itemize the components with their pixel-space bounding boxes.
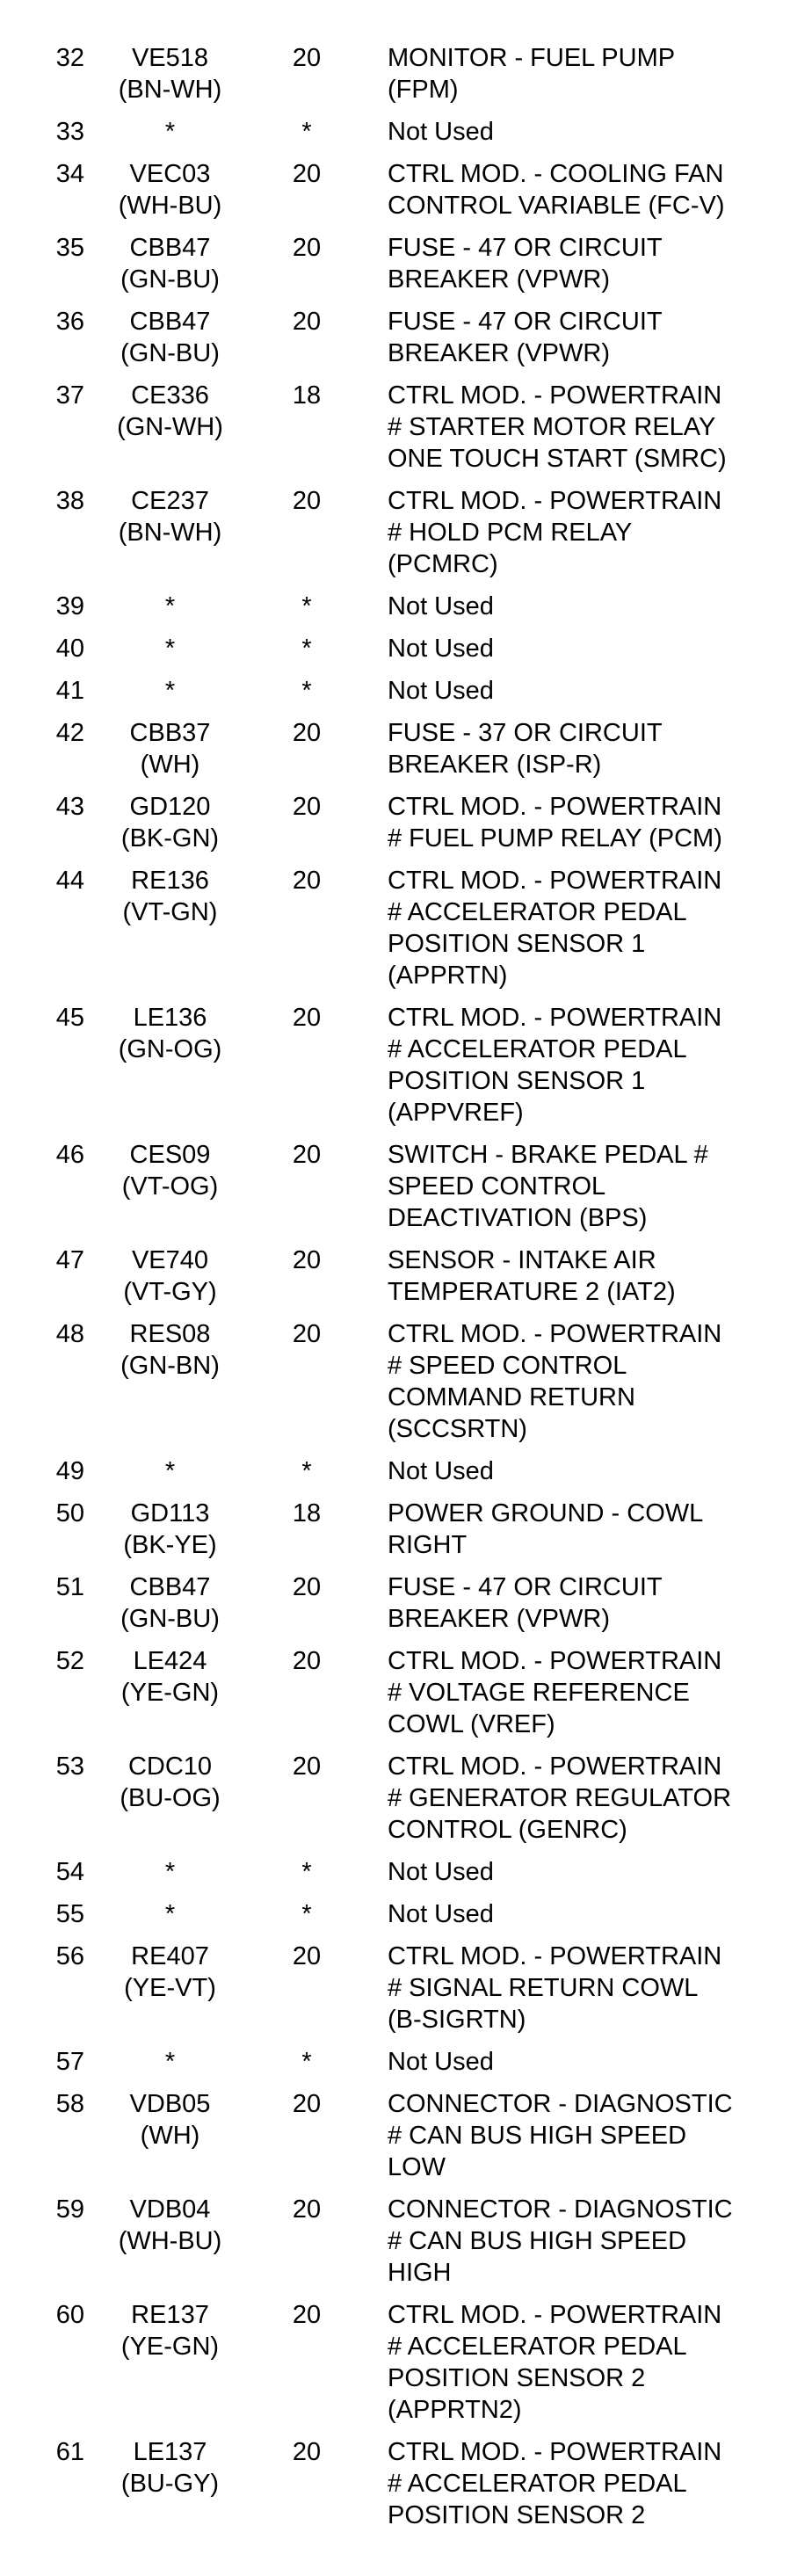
wire-gauge: 20 <box>292 1942 322 1970</box>
circuit-cell <box>84 591 256 633</box>
circuit-code: RE407 <box>131 1942 209 1970</box>
function-line: CTRL MOD. - POWERTRAIN <box>388 2301 722 2329</box>
circuit-code: * <box>164 2048 176 2076</box>
circuit-function <box>358 306 812 380</box>
wire-color: (YE-GN) <box>120 2333 220 2361</box>
circuit-code: CBB47 <box>129 308 211 336</box>
pin-row <box>16 2299 812 2436</box>
pin-number: 42 <box>55 719 84 747</box>
circuit-function <box>358 158 812 232</box>
wire-gauge: 20 <box>292 867 322 895</box>
pin-row <box>16 675 812 717</box>
pin-number: 35 <box>55 234 84 262</box>
pin-number: 56 <box>55 1942 84 1970</box>
circuit-function <box>358 1139 812 1244</box>
wire-color: (YE-GN) <box>120 1679 220 1707</box>
circuit-code: CBB47 <box>129 1573 211 1601</box>
wire-gauge: 20 <box>292 234 322 262</box>
pin-number: 48 <box>55 1320 84 1348</box>
wire-gauge: 20 <box>292 1320 322 1348</box>
pin-number: 38 <box>55 487 84 515</box>
pin-number: 52 <box>55 1647 84 1675</box>
circuit-cell <box>84 2088 256 2194</box>
function-line: SENSOR - INTAKE AIR <box>388 1246 656 1274</box>
circuit-code: LE424 <box>133 1647 207 1675</box>
circuit-cell <box>84 865 256 1002</box>
pin-row <box>16 1498 812 1571</box>
function-line: Not Used <box>388 118 494 146</box>
pin-row <box>16 158 812 232</box>
wire-gauge: * <box>301 635 312 663</box>
pin-row <box>16 1139 812 1244</box>
function-line: # SPEED CONTROL <box>388 1352 627 1380</box>
wire-gauge: 20 <box>292 1573 322 1601</box>
function-line: SPEED CONTROL <box>388 1172 606 1201</box>
circuit-function <box>358 2299 812 2436</box>
connector-pinout-table <box>16 42 812 2542</box>
pin-row <box>16 591 812 633</box>
pin-number: 41 <box>55 677 84 705</box>
function-line: FUSE - 47 OR CIRCUIT <box>388 234 663 262</box>
circuit-cell <box>84 1002 256 1139</box>
function-line: # ACCELERATOR PEDAL <box>388 2470 687 2498</box>
wire-color: (WH) <box>140 2122 200 2150</box>
wire-gauge: 20 <box>292 308 322 336</box>
circuit-code: RE137 <box>131 2301 209 2329</box>
pin-row <box>16 1856 812 1898</box>
circuit-code: VE518 <box>131 44 209 72</box>
pin-row <box>16 380 812 485</box>
wire-gauge: 20 <box>292 793 322 821</box>
circuit-code: RES08 <box>129 1320 211 1348</box>
circuit-function <box>358 1941 812 2046</box>
pin-row <box>16 485 812 591</box>
circuit-function <box>358 1571 812 1645</box>
pin-row <box>16 232 812 306</box>
pin-number: 40 <box>55 635 84 663</box>
circuit-function <box>358 1751 812 1856</box>
circuit-code: GD113 <box>130 1499 210 1527</box>
wire-color: (VT-GY) <box>123 1278 217 1306</box>
wire-gauge: * <box>301 1457 312 1485</box>
wire-color: (GN-BU) <box>120 265 220 294</box>
circuit-cell <box>84 380 256 485</box>
pin-row <box>16 306 812 380</box>
circuit-cell <box>84 1856 256 1898</box>
circuit-code: CES09 <box>129 1141 211 1169</box>
wire-gauge: 20 <box>292 719 322 747</box>
pin-number: 37 <box>55 381 84 410</box>
circuit-function <box>358 232 812 306</box>
wire-gauge: 20 <box>292 44 322 72</box>
function-line: COWL (VREF) <box>388 1710 555 1738</box>
pin-row <box>16 633 812 675</box>
circuit-cell <box>84 1645 256 1751</box>
pin-row <box>16 116 812 158</box>
function-line: # ACCELERATOR PEDAL <box>388 2333 687 2361</box>
wire-color: (GN-BN) <box>120 1352 220 1380</box>
circuit-code: * <box>164 592 176 620</box>
pin-row <box>16 1318 812 1455</box>
function-line: CONTROL (GENRC) <box>388 1816 627 1844</box>
circuit-code: * <box>164 1900 176 1928</box>
pin-row <box>16 1941 812 2046</box>
pin-row <box>16 1898 812 1941</box>
wire-color: (GN-OG) <box>118 1035 222 1063</box>
function-line: FUSE - 47 OR CIRCUIT <box>388 1573 663 1601</box>
circuit-code: CE336 <box>131 381 209 410</box>
function-line: # ACCELERATOR PEDAL <box>388 898 687 926</box>
pin-number: 46 <box>55 1141 84 1169</box>
pin-number: 60 <box>55 2301 84 2329</box>
pin-number: 53 <box>55 1752 84 1781</box>
wire-color: (VT-GN) <box>122 898 218 926</box>
wire-color: (GN-WH) <box>117 413 223 441</box>
pin-number: 57 <box>55 2048 84 2076</box>
circuit-cell <box>84 2299 256 2436</box>
pin-row <box>16 1455 812 1498</box>
circuit-function <box>358 1002 812 1139</box>
function-line: CTRL MOD. - POWERTRAIN <box>388 867 722 895</box>
function-line: MONITOR - FUEL PUMP <box>388 44 676 72</box>
function-line: BREAKER (ISP-R) <box>388 751 602 779</box>
pin-row <box>16 2194 812 2299</box>
function-line: # HOLD PCM RELAY <box>388 519 633 547</box>
pin-row <box>16 791 812 865</box>
wire-color: (WH) <box>140 751 200 779</box>
wire-gauge: 18 <box>292 381 322 410</box>
pin-row <box>16 2436 812 2542</box>
function-line: SWITCH - BRAKE PEDAL # <box>388 1141 708 1169</box>
circuit-cell <box>84 2046 256 2088</box>
circuit-function <box>358 1455 812 1498</box>
circuit-function <box>358 1498 812 1571</box>
pin-number: 36 <box>55 308 84 336</box>
circuit-function <box>358 791 812 865</box>
function-line: (APPRTN) <box>388 961 508 990</box>
wire-gauge: * <box>301 1900 312 1928</box>
function-line: Not Used <box>388 635 494 663</box>
function-line: # STARTER MOTOR RELAY <box>388 413 716 441</box>
circuit-cell <box>84 158 256 232</box>
pin-number: 34 <box>55 160 84 188</box>
circuit-code: RE136 <box>131 867 209 895</box>
pin-row <box>16 1571 812 1645</box>
circuit-cell <box>84 232 256 306</box>
circuit-code: LE136 <box>133 1004 207 1032</box>
wire-color: (BK-YE) <box>123 1531 217 1559</box>
function-line: CONNECTOR - DIAGNOSTIC <box>388 2195 733 2224</box>
wire-gauge: * <box>301 2048 312 2076</box>
circuit-cell <box>84 791 256 865</box>
function-line: CTRL MOD. - POWERTRAIN <box>388 1004 722 1032</box>
circuit-function <box>358 591 812 633</box>
function-line: CTRL MOD. - POWERTRAIN <box>388 381 722 410</box>
wire-gauge: 20 <box>292 1004 322 1032</box>
pin-row <box>16 717 812 791</box>
circuit-code: LE137 <box>133 2438 207 2466</box>
function-line: # CAN BUS HIGH SPEED <box>388 2227 687 2255</box>
function-line: TEMPERATURE 2 (IAT2) <box>388 1278 676 1306</box>
wire-gauge: 20 <box>292 1246 322 1274</box>
pin-row <box>16 42 812 116</box>
function-line: POSITION SENSOR 1 <box>388 1067 646 1095</box>
pin-row <box>16 1002 812 1139</box>
circuit-code: CBB47 <box>129 234 211 262</box>
circuit-cell <box>84 1498 256 1571</box>
function-line: FUSE - 37 OR CIRCUIT <box>388 719 663 747</box>
circuit-code: CBB37 <box>129 719 211 747</box>
circuit-code: VEC03 <box>129 160 211 188</box>
circuit-function <box>358 1898 812 1941</box>
function-line: BREAKER (VPWR) <box>388 339 610 367</box>
pin-number: 43 <box>55 793 84 821</box>
circuit-code: * <box>164 1858 176 1886</box>
function-line: Not Used <box>388 1457 494 1485</box>
circuit-function <box>358 675 812 717</box>
function-line: CTRL MOD. - POWERTRAIN <box>388 1320 722 1348</box>
circuit-function <box>358 1318 812 1455</box>
circuit-cell <box>84 717 256 791</box>
function-line: DEACTIVATION (BPS) <box>388 1204 648 1232</box>
function-line: ONE TOUCH START (SMRC) <box>388 445 727 473</box>
wire-color: (BU-GY) <box>120 2470 220 2498</box>
wire-color: (WH-BU) <box>118 192 222 220</box>
wire-gauge: 20 <box>292 1141 322 1169</box>
function-line: (APPVREF) <box>388 1099 524 1127</box>
circuit-code: * <box>164 677 176 705</box>
wire-gauge: * <box>301 118 312 146</box>
function-line: Not Used <box>388 677 494 705</box>
circuit-code: * <box>164 1457 176 1485</box>
circuit-function <box>358 1244 812 1318</box>
circuit-function <box>358 865 812 1002</box>
wire-gauge: * <box>301 677 312 705</box>
function-line: CTRL MOD. - COOLING FAN <box>388 160 724 188</box>
circuit-cell <box>84 1898 256 1941</box>
pin-row <box>16 1244 812 1318</box>
wire-color: (WH-BU) <box>118 2227 222 2255</box>
wire-gauge: 20 <box>292 2195 322 2224</box>
function-line: CONNECTOR - DIAGNOSTIC <box>388 2090 733 2118</box>
circuit-function <box>358 2194 812 2299</box>
wire-color: (GN-BU) <box>120 339 220 367</box>
wire-gauge: * <box>301 592 312 620</box>
wire-color: (GN-BU) <box>120 1605 220 1633</box>
pin-number: 49 <box>55 1457 84 1485</box>
function-line: RIGHT <box>388 1531 468 1559</box>
circuit-code: VDB04 <box>129 2195 211 2224</box>
circuit-cell <box>84 485 256 591</box>
function-line: (PCMRC) <box>388 550 498 578</box>
pin-number: 55 <box>55 1900 84 1928</box>
circuit-cell <box>84 306 256 380</box>
circuit-cell <box>84 116 256 158</box>
pin-number: 47 <box>55 1246 84 1274</box>
circuit-function <box>358 633 812 675</box>
pin-number: 50 <box>55 1499 84 1527</box>
wire-color: (VT-OG) <box>121 1172 219 1201</box>
pin-number: 59 <box>55 2195 84 2224</box>
function-line: POSITION SENSOR 2 <box>388 2364 646 2392</box>
pin-number: 32 <box>55 44 84 72</box>
function-line: HIGH <box>388 2259 452 2287</box>
circuit-function <box>358 2436 812 2542</box>
circuit-cell <box>84 2436 256 2542</box>
pin-row <box>16 1645 812 1751</box>
function-line: (APPRTN2) <box>388 2396 522 2424</box>
function-line: CTRL MOD. - POWERTRAIN <box>388 2438 722 2466</box>
function-line: CTRL MOD. - POWERTRAIN <box>388 1647 722 1675</box>
function-line: CTRL MOD. - POWERTRAIN <box>388 1752 722 1781</box>
circuit-cell <box>84 1571 256 1645</box>
wire-gauge: 20 <box>292 160 322 188</box>
wire-gauge: 20 <box>292 2090 322 2118</box>
function-line: # GENERATOR REGULATOR <box>388 1784 732 1812</box>
circuit-cell <box>84 1318 256 1455</box>
function-line: POSITION SENSOR 1 <box>388 930 646 958</box>
circuit-function <box>358 2046 812 2088</box>
function-line: (B-SIGRTN) <box>388 2006 526 2034</box>
wire-gauge: 20 <box>292 1647 322 1675</box>
circuit-cell <box>84 42 256 116</box>
function-line: # ACCELERATOR PEDAL <box>388 1035 687 1063</box>
circuit-code: CE237 <box>131 487 209 515</box>
function-line: Not Used <box>388 2048 494 2076</box>
pin-number: 51 <box>55 1573 84 1601</box>
circuit-function <box>358 485 812 591</box>
circuit-function <box>358 1856 812 1898</box>
function-line: (FPM) <box>388 76 459 104</box>
function-line: CTRL MOD. - POWERTRAIN <box>388 1942 722 1970</box>
circuit-cell <box>84 1941 256 2046</box>
wire-color: (YE-VT) <box>124 1974 216 2002</box>
wire-color: (BK-GN) <box>120 824 220 853</box>
circuit-code: VE740 <box>131 1246 209 1274</box>
circuit-code: VDB05 <box>129 2090 211 2118</box>
circuit-cell <box>84 2194 256 2299</box>
circuit-code: * <box>164 635 176 663</box>
function-line: Not Used <box>388 1858 494 1886</box>
wire-gauge: 20 <box>292 2301 322 2329</box>
circuit-cell <box>84 633 256 675</box>
circuit-function <box>358 1645 812 1751</box>
function-line: # VOLTAGE REFERENCE <box>388 1679 690 1707</box>
circuit-cell <box>84 1455 256 1498</box>
wire-gauge: 20 <box>292 2438 322 2466</box>
function-line: (SCCSRTN) <box>388 1415 527 1443</box>
function-line: # FUEL PUMP RELAY (PCM) <box>388 824 722 853</box>
wire-gauge: 20 <box>292 487 322 515</box>
function-line: COMMAND RETURN <box>388 1383 635 1411</box>
circuit-code: CDC10 <box>127 1752 213 1781</box>
pin-row <box>16 2046 812 2088</box>
circuit-cell <box>84 1139 256 1244</box>
function-line: POSITION SENSOR 2 <box>388 2501 646 2529</box>
wire-gauge: * <box>301 1858 312 1886</box>
function-line: CTRL MOD. - POWERTRAIN <box>388 793 722 821</box>
circuit-cell <box>84 1751 256 1856</box>
pin-number: 45 <box>55 1004 84 1032</box>
function-line: # SIGNAL RETURN COWL <box>388 1974 699 2002</box>
pin-number: 61 <box>55 2438 84 2466</box>
pinout-table-body <box>16 42 812 2542</box>
function-line: BREAKER (VPWR) <box>388 265 610 294</box>
circuit-function <box>358 42 812 116</box>
function-line: CTRL MOD. - POWERTRAIN <box>388 487 722 515</box>
pin-number: 33 <box>55 118 84 146</box>
pin-row <box>16 865 812 1002</box>
wire-gauge: 20 <box>292 1752 322 1781</box>
function-line: FUSE - 47 OR CIRCUIT <box>388 308 663 336</box>
pin-number: 58 <box>55 2090 84 2118</box>
function-line: Not Used <box>388 592 494 620</box>
circuit-cell <box>84 675 256 717</box>
function-line: POWER GROUND - COWL <box>388 1499 704 1527</box>
wire-color: (BN-WH) <box>118 76 222 104</box>
pin-number: 44 <box>55 867 84 895</box>
circuit-function <box>358 380 812 485</box>
circuit-cell <box>84 1244 256 1318</box>
pin-number: 54 <box>55 1858 84 1886</box>
circuit-code: GD120 <box>129 793 211 821</box>
circuit-code: * <box>164 118 176 146</box>
circuit-function <box>358 116 812 158</box>
function-line: Not Used <box>388 1900 494 1928</box>
function-line: # CAN BUS HIGH SPEED <box>388 2122 687 2150</box>
wire-gauge: 18 <box>292 1499 322 1527</box>
pin-row <box>16 2088 812 2194</box>
pin-row <box>16 1751 812 1856</box>
circuit-function <box>358 2088 812 2194</box>
function-line: CONTROL VARIABLE (FC-V) <box>388 192 725 220</box>
wire-color: (BU-OG) <box>120 1784 221 1812</box>
function-line: BREAKER (VPWR) <box>388 1605 610 1633</box>
wire-color: (BN-WH) <box>118 519 222 547</box>
pin-number: 39 <box>55 592 84 620</box>
function-line: LOW <box>388 2153 446 2181</box>
circuit-function <box>358 717 812 791</box>
